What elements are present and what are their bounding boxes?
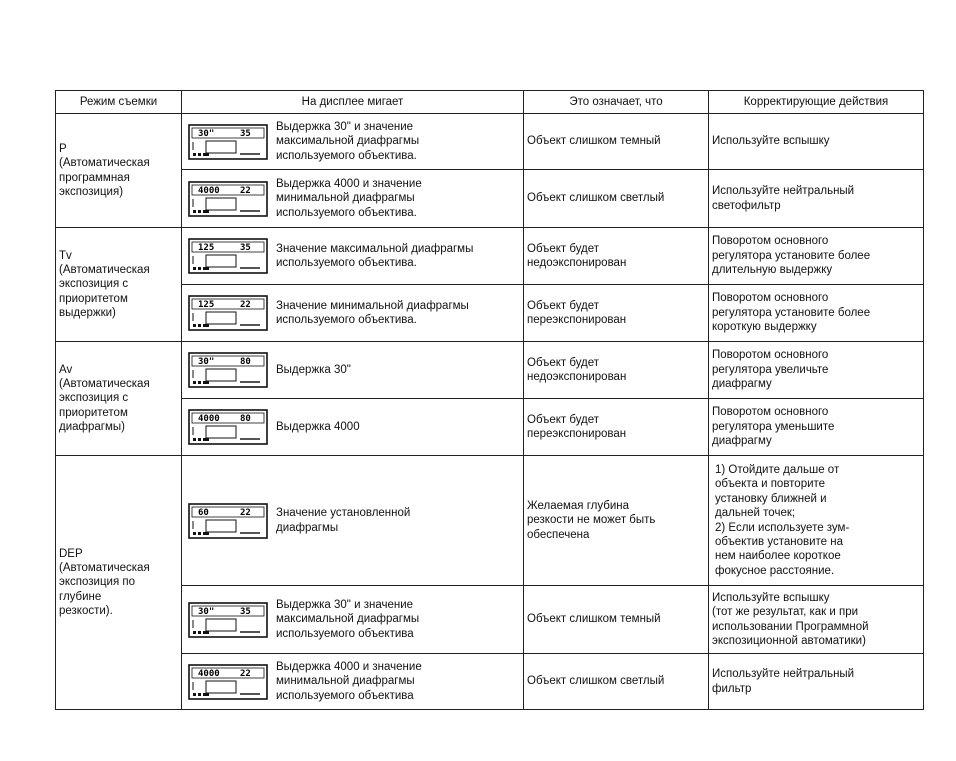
lcd-shutter-text: 4000 (198, 185, 220, 196)
display-cell (182, 228, 524, 285)
meaning-cell: Объект слишком светлый (524, 170, 709, 228)
header-row (56, 91, 924, 114)
action-cell (709, 456, 924, 586)
lcd-display-icon (188, 602, 268, 638)
meaning-cell: Объект слишком светлый (524, 654, 709, 710)
display-cell (182, 342, 524, 399)
lcd-shutter-text: 60 (198, 507, 209, 518)
table-row (56, 285, 924, 342)
lcd-aperture-text: 35 (240, 606, 251, 617)
lcd-aperture-text: 22 (240, 300, 251, 310)
action-cell: Используйте нейтральный светофильтр (709, 170, 924, 228)
mode-cell: Tv (Автоматическая экспозиция с приоритетом выдержки) (56, 228, 182, 342)
table-row (56, 586, 924, 654)
action-cell: Используйте вспышку (709, 114, 924, 170)
meaning-cell: Объект слишком темный (524, 114, 709, 170)
lcd-aperture-text: 22 (240, 668, 251, 679)
lcd-display-icon (188, 503, 268, 539)
display-text: Выдержка 4000 (276, 420, 360, 433)
action-steps-list (712, 463, 920, 578)
mode-cell: P (Автоматическая программная экспозиция) (56, 114, 182, 228)
lcd-display-icon (188, 238, 268, 274)
display-text: Значение минимальной диафрагмы используемого объектива. (276, 299, 469, 326)
meaning-cell: Объект будет переэкспонирован (524, 285, 709, 342)
lcd-aperture-text: 80 (240, 414, 251, 424)
lcd-aperture-text: 35 (240, 243, 251, 253)
mode-cell: Av (Автоматическая экспозиция с приоритетом диафрагмы) (56, 342, 182, 456)
display-text: Выдержка 4000 и значение минимальной диафрагмы используемого объектива (276, 660, 422, 702)
lcd-shutter-text: 30" (198, 357, 215, 367)
lcd-display-icon (188, 181, 268, 217)
action-cell: Поворотом основного регулятора установите более короткую выдержку (709, 285, 924, 342)
display-cell (182, 399, 524, 456)
header-action: Корректирующие действия (709, 91, 924, 114)
table-row (56, 456, 924, 586)
meaning-cell: Объект слишком темный (524, 586, 709, 654)
display-cell (182, 114, 524, 170)
meaning-cell: Объект будет переэкспонирован (524, 399, 709, 456)
action-cell: Используйте вспышку (тот же результат, как и при использовании Программной экспозиционной автоматики) (709, 586, 924, 654)
action-step: 2) Если используете зум- объектив установите на нем наиболее короткое фокусное расстояние. (715, 521, 850, 577)
lcd-shutter-text: 4000 (198, 668, 220, 679)
exposure-warning-table (55, 90, 924, 710)
lcd-aperture-text: 35 (240, 128, 251, 139)
display-text: Выдержка 30" и значение максимальной диафрагмы используемого объектива (276, 598, 420, 640)
lcd-aperture-text: 22 (240, 185, 251, 196)
lcd-shutter-text: 30" (198, 128, 215, 139)
action-cell: Поворотом основного регулятора уменьшите диафрагму (709, 399, 924, 456)
action-cell: Поворотом основного регулятора установите более длительную выдержку (709, 228, 924, 285)
table-row (56, 114, 924, 170)
action-step: 1) Отойдите дальше от объекта и повторите установку ближней и дальней точек; (715, 464, 840, 520)
mode-cell: DEP (Автоматическая экспозиция по глубине резкости). (56, 456, 182, 710)
lcd-display-icon (188, 295, 268, 331)
lcd-display-icon (188, 352, 268, 388)
table-row (56, 654, 924, 710)
header-mode: Режим съемки (56, 91, 182, 114)
lcd-shutter-text: 125 (198, 243, 215, 253)
lcd-display-icon (188, 124, 268, 160)
header-meaning: Это означает, что (524, 91, 709, 114)
lcd-aperture-text: 22 (240, 507, 251, 518)
table-row (56, 228, 924, 285)
lcd-shutter-text: 4000 (198, 414, 220, 424)
display-cell (182, 456, 524, 586)
lcd-shutter-text: 125 (198, 300, 215, 310)
lcd-display-icon (188, 409, 268, 445)
meaning-cell: Объект будет недоэкспонирован (524, 342, 709, 399)
table-body (56, 114, 924, 710)
meaning-cell: Желаемая глубина резкости не может быть обеспечена (524, 456, 709, 586)
meaning-cell: Объект будет недоэкспонирован (524, 228, 709, 285)
table-row (56, 170, 924, 228)
display-text: Выдержка 30" (276, 363, 351, 376)
action-cell: Используйте нейтральный фильтр (709, 654, 924, 710)
lcd-aperture-text: 80 (240, 357, 251, 367)
action-cell: Поворотом основного регулятора увеличьте диафрагму (709, 342, 924, 399)
table-row (56, 342, 924, 399)
display-text: Выдержка 30" и значение максимальной диафрагмы используемого объектива. (276, 120, 420, 162)
header-display: На дисплее мигает (182, 91, 524, 114)
display-text: Значение максимальной диафрагмы используемого объектива. (276, 242, 474, 269)
display-cell (182, 586, 524, 654)
display-text: Значение установленной диафрагмы (276, 507, 411, 534)
table-row (56, 399, 924, 456)
lcd-shutter-text: 30" (198, 606, 215, 617)
display-cell (182, 170, 524, 228)
display-cell (182, 654, 524, 710)
display-text: Выдержка 4000 и значение минимальной диафрагмы используемого объектива. (276, 177, 422, 219)
display-cell (182, 285, 524, 342)
lcd-display-icon (188, 664, 268, 700)
